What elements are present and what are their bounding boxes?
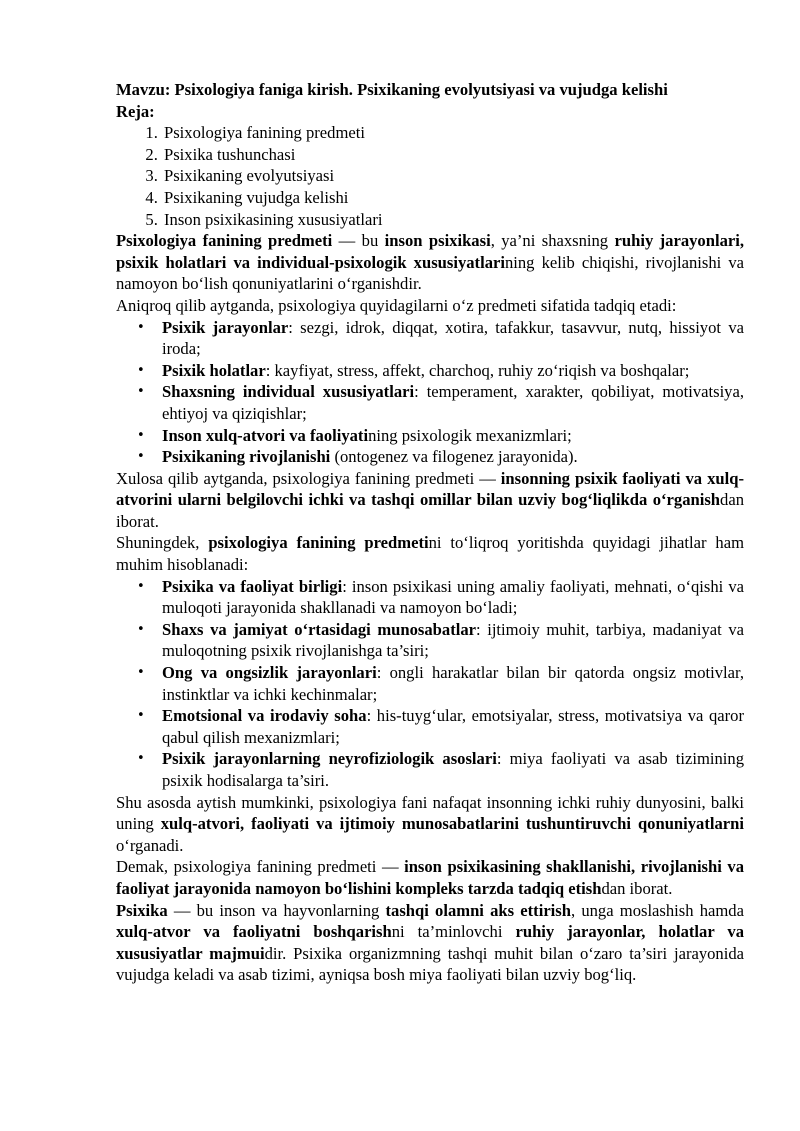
text-run: : kayfiyat, stress, affekt, charchoq, ruhiy zo‘riqish va boshqalar; bbox=[265, 360, 690, 380]
bold-term: insonning psixik faoliyati va xulq-atvorini ularni belgilovchi ichki va tashqi omillar bilan uzviy bog‘liqlikda o‘rganish bbox=[116, 468, 744, 510]
text-run: : ongli harakatlar bilan bir qatorda ongsiz motivlar, instinktlar va ichki kechinmalar; bbox=[162, 663, 744, 704]
plan-item: 2. Psixika tushunchasi bbox=[162, 144, 744, 166]
paragraph-conclusion bbox=[116, 468, 744, 533]
text-run: , ya’ni shaxsning bbox=[490, 231, 615, 251]
text-run: : miya faoliyati va asab tizimining psixik hodisalarga ta’siri. bbox=[162, 749, 745, 790]
bullet-item bbox=[162, 317, 744, 360]
text-run: : his-tuyg‘ular, emotsiyalar, stress, motivatsiya va qaror qabul qilish mexanizmlari; bbox=[162, 706, 744, 747]
bullet-item bbox=[162, 705, 744, 748]
bullet-item bbox=[162, 662, 744, 705]
text-run: Shuningdek, bbox=[116, 533, 209, 553]
bullet-list-aspects bbox=[116, 576, 744, 792]
text-run: dan iborat. bbox=[116, 490, 744, 531]
text-run: ni to‘liqroq yoritishda quyidagi jihatlar ham muhim hisoblanadi: bbox=[116, 533, 744, 575]
bullet-item bbox=[162, 425, 744, 447]
bold-term: psixologiya fanining predmeti bbox=[208, 533, 429, 553]
bold-term: Psixologiya fanining predmeti bbox=[116, 231, 333, 251]
paragraph-intro-list: Aniqroq qilib aytganda, psixologiya quyidagilarni o‘z predmeti sifatida tadqiq etadi: bbox=[116, 295, 677, 315]
text-run: ni ta’minlovchi bbox=[391, 922, 516, 942]
plan-heading: Reja: bbox=[116, 101, 155, 121]
bullet-item bbox=[162, 381, 744, 424]
bold-term: Psixik jarayonlarning neyrofiziologik asoslari bbox=[162, 749, 497, 769]
text-run: : sezgi, idrok, diqqat, xotira, tafakkur, tasavvur, nutq, hissiyot va iroda; bbox=[162, 317, 744, 359]
bold-term: inson psixikasi bbox=[384, 231, 491, 251]
bold-term: Psixik holatlar bbox=[162, 360, 266, 380]
text-run: dir. Psixika organizmning tashqi muhit bilan o‘zaro ta’siri jarayonida vujudga keladi va asab tizimi, ayniqsa bosh miya faoliyati bilan uzviy bog‘liq. bbox=[116, 943, 744, 985]
paragraph-final bbox=[116, 856, 744, 899]
bold-term: Shaxsning individual xususiyatlari bbox=[162, 382, 415, 402]
text-run: : temperament, xarakter, qobiliyat, motivatsiya, ehtiyoj va qiziqishlar; bbox=[162, 382, 744, 423]
bullet-item bbox=[162, 748, 744, 791]
text-run: , unga moslashish hamda bbox=[570, 900, 744, 920]
bold-term: inson psixikasining shakllanishi, rivojlanishi va faoliyat jarayonida namoyon bo‘lishini kompleks tarzda tadqiq etish bbox=[116, 857, 744, 898]
document-title: Mavzu: Psixologiya faniga kirish. Psixikaning evolyutsiyasi va vujudga kelishi bbox=[116, 80, 668, 99]
bullet-list-subjects bbox=[116, 317, 744, 468]
plan-item: 3. Psixikaning evolyutsiyasi bbox=[162, 165, 744, 187]
bold-term: xulq-atvori, faoliyati va ijtimoiy munosabatlarini tushuntiruvchi qonuniyatlarni bbox=[160, 814, 744, 834]
text-run: o‘rganadi. bbox=[116, 835, 184, 855]
bold-term: xulq-atvor va faoliyatni boshqarish bbox=[116, 922, 392, 942]
bullet-item bbox=[162, 619, 744, 662]
plan-item: 4. Psixikaning vujudga kelishi bbox=[162, 187, 744, 209]
text-run: (ontogenez va filogenez jarayonida). bbox=[330, 447, 578, 467]
bold-term: Psixik jarayonlar bbox=[162, 317, 289, 337]
bullet-item bbox=[162, 360, 744, 382]
bold-term: Inson xulq-atvori va faoliyati bbox=[162, 425, 369, 445]
paragraph-psyche-definition bbox=[116, 900, 744, 986]
paragraph-summary bbox=[116, 792, 744, 857]
bold-term: Shaxs va jamiyat o‘rtasidagi munosabatlar bbox=[162, 619, 477, 639]
document-page bbox=[116, 79, 744, 986]
bullet-item bbox=[162, 576, 744, 619]
text-run: : ijtimoiy muhit, tarbiya, madaniyat va muloqotning psixik rivojlanishga ta’siri; bbox=[162, 619, 744, 661]
text-run: Shu asosda aytish mumkinki, psixologiya fani nafaqat insonning ichki ruhiy dunyosini, balki uning bbox=[116, 792, 744, 834]
text-run: ning kelib chiqishi, rivojlanishi va namoyon bo‘lish qonuniyatlarini o‘rganishdir. bbox=[116, 252, 744, 294]
text-run: : inson psixikasi uning amaliy faoliyati, mehnati, o‘qishi va muloqoti jarayonida shakllanadi va namoyon bo‘ladi; bbox=[162, 576, 744, 618]
text-run: — bu inson va hayvonlarning bbox=[167, 900, 386, 920]
bold-term: Psixika bbox=[116, 900, 168, 920]
text-run: ning psixologik mexanizmlari; bbox=[368, 425, 572, 445]
bold-term: ruhiy jarayonlari, psixik holatlari va individual-psixologik xususiyatlari bbox=[116, 231, 744, 272]
text-run: Demak, psixologiya fanining predmeti — bbox=[116, 857, 405, 877]
bold-term: tashqi olamni aks ettirish bbox=[385, 900, 571, 920]
plan-list bbox=[116, 122, 744, 230]
text-run: Xulosa qilib aytganda, psixologiya fanining predmeti — bbox=[116, 468, 501, 488]
paragraph-aspects-intro bbox=[116, 532, 744, 575]
bold-term: Emotsional va irodaviy soha bbox=[162, 706, 367, 726]
plan-item: 1. Psixologiya fanining predmeti bbox=[162, 122, 744, 144]
bold-term: ruhiy jarayonlar, holatlar va xususiyatlar majmui bbox=[116, 922, 745, 963]
plan-item: 5. Inson psixikasining xususiyatlari bbox=[162, 209, 744, 231]
text-run: dan iborat. bbox=[601, 878, 673, 898]
bold-term: Ong va ongsizlik jarayonlari bbox=[162, 663, 377, 683]
bold-term: Psixika va faoliyat birligi bbox=[162, 576, 343, 596]
bold-term: Psixikaning rivojlanishi bbox=[162, 447, 331, 467]
paragraph-definition bbox=[116, 230, 744, 295]
text-run: — bu bbox=[332, 231, 385, 251]
bullet-item bbox=[162, 446, 744, 468]
